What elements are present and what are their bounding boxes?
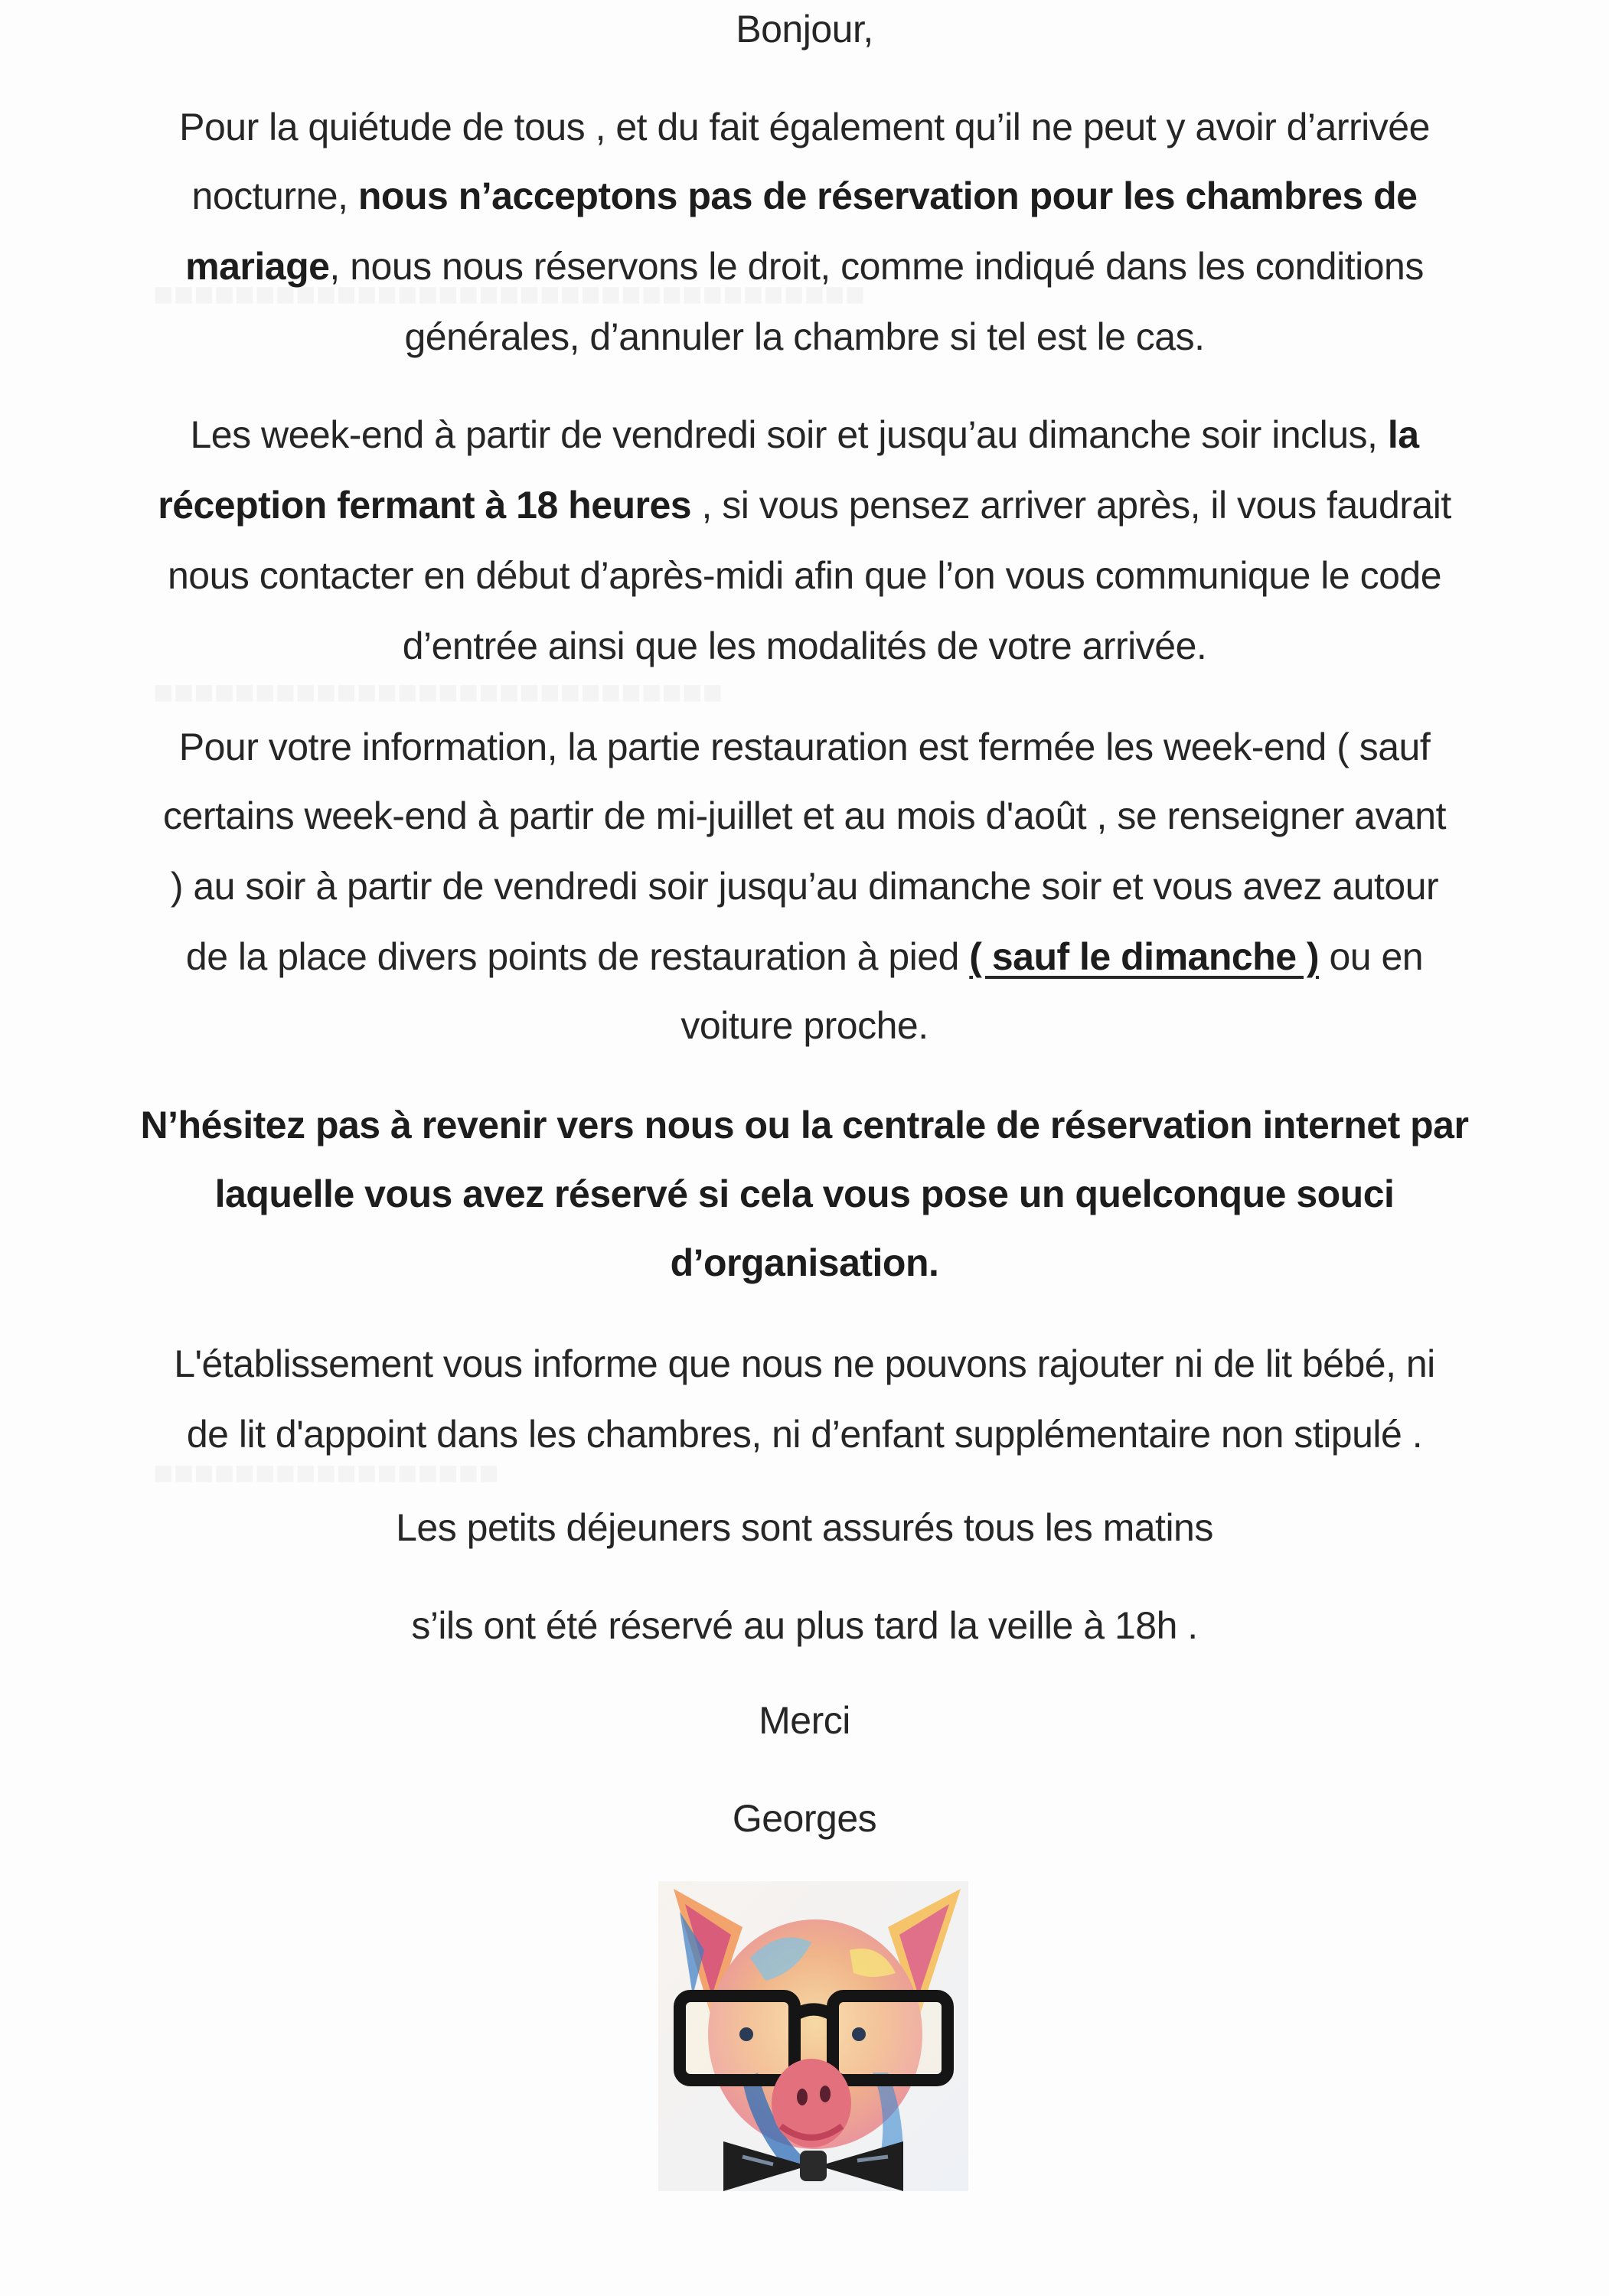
text-line: voiture proche. [680, 1004, 929, 1047]
bold-text: réception fermant à 18 heures [158, 484, 692, 527]
text-line: nous contacter en début d’après-midi afin que l’on vous communique le code [167, 554, 1442, 597]
text-line: certains week-end à partir de mi-juillet et au mois d'août , se renseigner avant [163, 794, 1446, 837]
show-through-text [153, 1454, 499, 1492]
underlined-bold-text: ( sauf le dimanche ) [969, 935, 1320, 978]
text-line: Pour votre information, la partie restauration est fermée les week-end ( sauf [178, 726, 1431, 768]
text-line: Pour la quiétude de tous , et du fait également qu’il ne peut y avoir d’arrivée [179, 106, 1430, 148]
show-through-text [153, 673, 723, 712]
text-line: de la place divers points de restauration à pied ( sauf le dimanche ) ou en [185, 935, 1424, 978]
text-line: s’ils ont été réservé au plus tard la veille à 18h . [411, 1604, 1198, 1647]
bold-text: la [1387, 413, 1419, 456]
text-line: laquelle vous avez réservé si cela vous pose un quelconque souci [214, 1172, 1395, 1215]
text-line: de lit d'appoint dans les chambres, ni d’enfant supplémentaire non stipulé . [186, 1413, 1423, 1456]
text-line: N’hésitez pas à revenir vers nous ou la centrale de réservation internet par [140, 1104, 1469, 1146]
closing: Merci [759, 1699, 850, 1742]
text-line: Les week-end à partir de vendredi soir et jusqu’au dimanche soir inclus, la [190, 413, 1419, 456]
bold-text: nous n’acceptons pas de réservation pour les chambres de [357, 174, 1418, 217]
bold-text: mariage [185, 245, 330, 288]
greeting: Bonjour, [736, 8, 873, 51]
signature: Georges [732, 1797, 877, 1840]
text-line: L'établissement vous informe que nous ne pouvons rajouter ni de lit bébé, ni [174, 1342, 1435, 1385]
text-line: nocturne, nous n’acceptons pas de réservation pour les chambres de [191, 174, 1418, 217]
pig-illustration-icon [658, 1881, 968, 2191]
text-line: mariage, nous nous réservons le droit, comme indiqué dans les conditions [185, 245, 1424, 288]
text-line: générales, d’annuler la chambre si tel est le cas. [404, 315, 1205, 358]
text-line: d’entrée ainsi que les modalités de votre arrivée. [402, 625, 1207, 667]
text-line: d’organisation. [670, 1241, 939, 1284]
text-line: ) au soir à partir de vendredi soir jusqu’au dimanche soir et vous avez autour [170, 865, 1439, 908]
text-line: Les petits déjeuners sont assurés tous les matins [396, 1506, 1213, 1549]
text-line: réception fermant à 18 heures , si vous pensez arriver après, il vous faudrait [158, 484, 1451, 527]
